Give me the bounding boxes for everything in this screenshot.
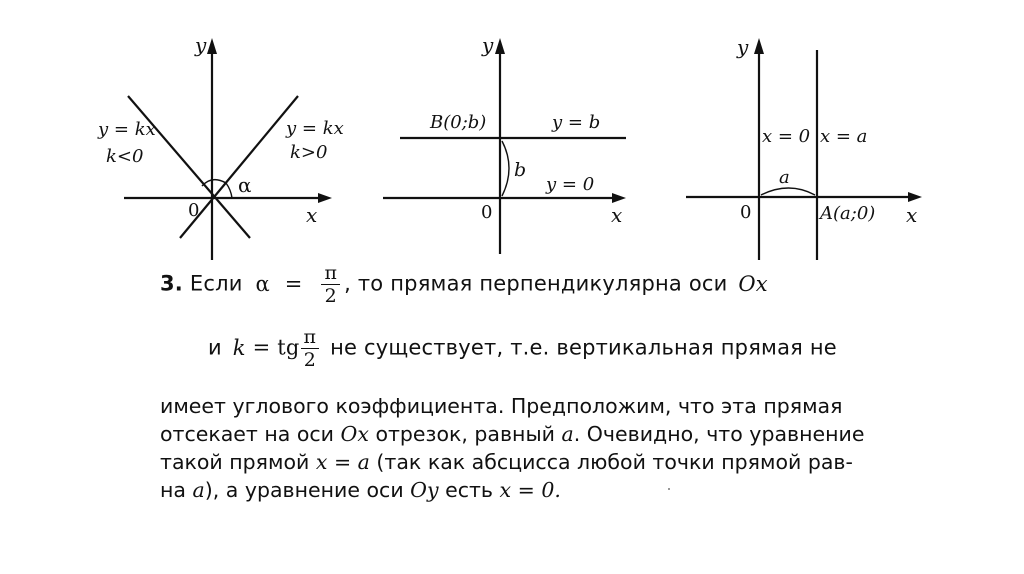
tg-denominator: 2 — [303, 349, 317, 371]
fig2-origin: 0 — [481, 202, 493, 223]
fig1-left-eq: y = kx — [98, 119, 156, 140]
fig3-origin: 0 — [740, 202, 752, 223]
item-number: 3. — [160, 271, 183, 296]
figure-1 — [97, 33, 344, 260]
line2-end: не существует, т.е. вертикальная прямая не — [330, 335, 837, 360]
fig3-y-arrow — [754, 38, 764, 54]
para-line-4-a: на — [160, 478, 186, 502]
paragraph — [160, 392, 865, 504]
fraction-pi-2 — [321, 262, 340, 307]
fig2-segment-label: b — [514, 159, 527, 181]
equals-sign: = — [284, 271, 303, 296]
para-line-3-c: (так как абсцисса любой точки прямой рав- — [376, 450, 853, 474]
tg-numerator: π — [301, 326, 320, 349]
figures — [0, 0, 1024, 260]
fig3-y-axis-eq: x = 0 — [762, 126, 811, 147]
figure-2 — [383, 33, 626, 254]
para-line-1 — [160, 392, 860, 420]
fig1-right-eq: y = kx — [286, 118, 344, 139]
text-line-2 — [208, 326, 837, 371]
fig3-y-label: y — [737, 35, 749, 59]
fig2-x-axis-eq: y = 0 — [546, 174, 595, 195]
para-line-1-text: имеет углового коэффициента. Предположим, что эта прямая — [160, 394, 843, 418]
para-line-2-ox: Ox — [340, 422, 369, 446]
fig1-y-label: y — [195, 33, 207, 57]
para-line-2-a: отсекает на оси — [160, 422, 334, 446]
fraction-tg-pi-2 — [301, 326, 320, 371]
line1-end: , то прямая перпендикулярна оси — [344, 271, 728, 296]
fig1-y-arrow — [207, 38, 217, 54]
stray-dot — [668, 488, 670, 490]
para-line-2-e: . Очевидно, что уравнение — [573, 422, 865, 446]
fig3-point-a: A(a;0) — [820, 203, 876, 224]
para-line-2-c: отрезок, равный — [375, 422, 555, 446]
fig3-segment-label: a — [779, 167, 790, 188]
para-line-3 — [160, 448, 860, 476]
fig1-x-arrow — [318, 193, 332, 203]
ox-label: Ox — [738, 271, 768, 296]
fig1-right-cond: k>0 — [290, 142, 328, 163]
fig2-x-label: x — [611, 203, 623, 227]
fig2-point-b: B(0;b) — [430, 112, 487, 133]
para-line-4-c: ), а уравнение оси — [204, 478, 404, 502]
fig1-x-label: x — [306, 203, 318, 227]
fraction-numerator: π — [321, 262, 340, 285]
para-line-2 — [160, 420, 865, 448]
line1-start: Если — [189, 271, 243, 296]
fig2-line-label: y = b — [552, 112, 601, 133]
para-line-3-eq: x = a — [315, 450, 370, 474]
alpha-symbol: α — [255, 271, 270, 296]
para-line-3-a: такой прямой — [160, 450, 310, 474]
line2-start: и — [208, 335, 222, 360]
fig2-y-arrow — [495, 38, 505, 54]
para-line-4-a-var: a — [192, 478, 205, 502]
k-symbol: k — [232, 335, 246, 360]
fig3-x-label: x — [906, 203, 918, 227]
fig1-angle-label: α — [238, 173, 252, 197]
para-line-4-oy: Oy — [410, 478, 439, 502]
fig1-origin: 0 — [188, 200, 200, 221]
fig3-segment-arc — [761, 188, 815, 195]
para-line-4 — [160, 476, 860, 504]
fig3-line-label: x = a — [820, 126, 868, 147]
para-line-4-e: есть — [445, 478, 494, 502]
para-line-4-eq: x = 0. — [499, 478, 561, 502]
fig2-x-arrow — [612, 193, 626, 203]
fig1-left-cond: k<0 — [106, 146, 144, 167]
fig2-segment-arc — [502, 141, 509, 196]
fig2-y-label: y — [482, 33, 494, 57]
text-line-1 — [160, 262, 768, 307]
tg-expression: = tg — [252, 335, 300, 360]
para-line-2-a-var: a — [561, 422, 574, 446]
fig3-x-arrow — [908, 192, 922, 202]
figure-3 — [686, 35, 922, 260]
fraction-denominator: 2 — [324, 285, 337, 307]
